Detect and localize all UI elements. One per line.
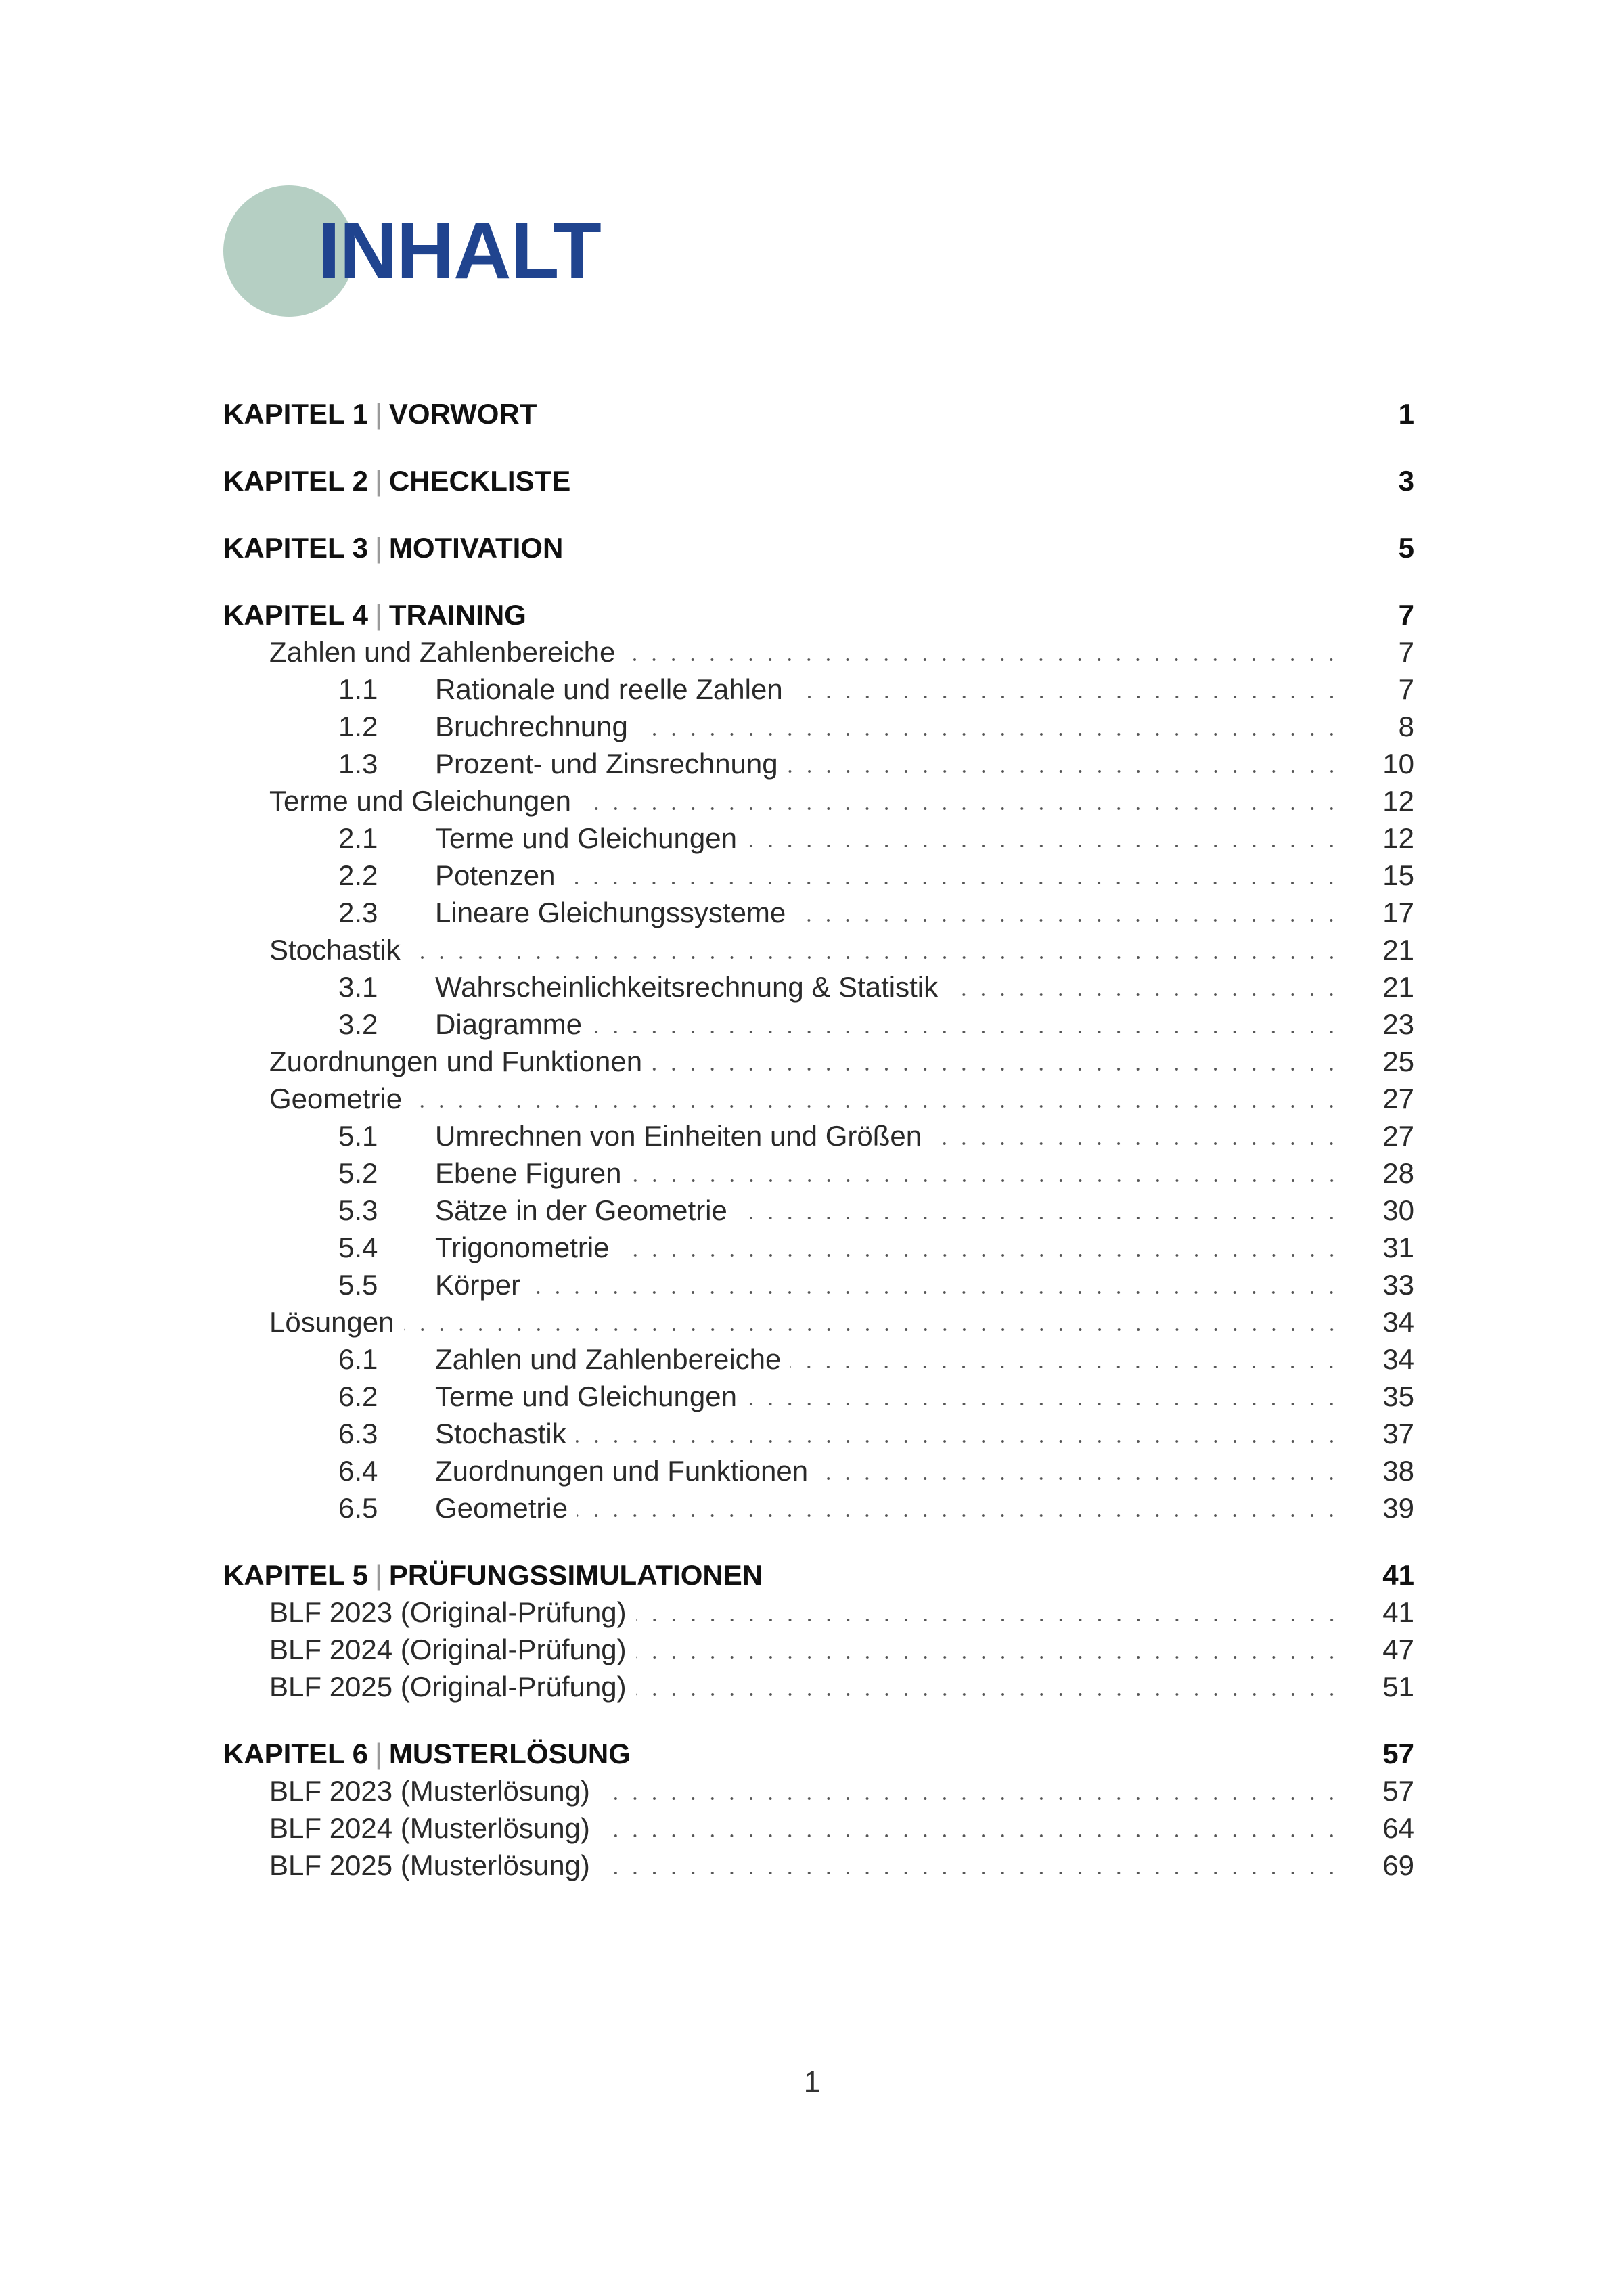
toc-entry[interactable] [223, 859, 1414, 897]
chapter-name: TRAINING [388, 599, 526, 631]
dot-leader [564, 881, 1341, 885]
toc-entry[interactable] [223, 711, 1414, 748]
toc-entry[interactable] [223, 1269, 1414, 1307]
entry-label: Trigonometrie [435, 1232, 610, 1263]
toc-chapter-3[interactable] [223, 532, 1414, 570]
chapter-page: 41 [1382, 1559, 1414, 1591]
entry-page: 27 [1382, 1083, 1414, 1115]
entry-number: 6.4 [338, 1455, 378, 1487]
chapter-name: PRÜFUNGSSIMULATIONEN [388, 1559, 763, 1591]
toc-entry[interactable] [223, 1775, 1414, 1813]
chapter-page: 5 [1398, 532, 1414, 564]
toc-entry[interactable] [223, 971, 1414, 1009]
chapter-page: 1 [1398, 398, 1414, 430]
chapter-separator: | [374, 1559, 382, 1591]
toc-entry[interactable] [223, 822, 1414, 860]
chapter-page: 3 [1398, 465, 1414, 497]
entry-label: Diagramme [435, 1008, 583, 1040]
entry-number: 6.2 [338, 1380, 378, 1412]
toc-entry[interactable] [223, 1045, 1414, 1083]
dot-leader [792, 695, 1341, 699]
entry-page: 51 [1382, 1671, 1414, 1703]
toc-entry[interactable] [223, 673, 1414, 711]
dot-leader [931, 1142, 1341, 1146]
toc-entry[interactable] [223, 1418, 1414, 1456]
entry-label: Lineare Gleichungssysteme [435, 897, 786, 928]
entry-label: Terme und Gleichungen [269, 785, 571, 817]
entry-label: BLF 2024 (Musterlösung) [269, 1812, 590, 1844]
entry-page: 12 [1382, 822, 1414, 854]
entry-number: 5.4 [338, 1232, 378, 1263]
chapter-label: KAPITEL 6 [223, 1738, 368, 1770]
entry-label: Terme und Gleichungen [435, 822, 737, 854]
entry-page: 8 [1398, 711, 1414, 742]
toc-entry[interactable] [223, 1083, 1414, 1121]
entry-label: BLF 2024 (Original-Prüfung) [269, 1634, 627, 1665]
toc-entry[interactable] [223, 1120, 1414, 1158]
entry-label: Bruchrechnung [435, 711, 628, 742]
entry-page: 7 [1398, 673, 1414, 705]
toc-entry[interactable] [223, 1194, 1414, 1232]
entry-label: Zahlen und Zahlenbereiche [269, 636, 616, 668]
entry-page: 15 [1382, 859, 1414, 891]
entry-number: 5.3 [338, 1194, 378, 1226]
dot-leader [581, 807, 1341, 811]
page-number: 1 [803, 2065, 821, 2098]
entry-number: 3.1 [338, 971, 378, 1003]
entry-label: Umrechnen von Einheiten und Größen [435, 1120, 922, 1152]
entry-page: 25 [1382, 1045, 1414, 1077]
chapter-name: CHECKLISTE [388, 465, 571, 497]
chapter-page: 7 [1398, 599, 1414, 631]
entry-number: 5.5 [338, 1269, 378, 1301]
entry-page: 17 [1382, 897, 1414, 928]
toc-entry[interactable] [223, 1343, 1414, 1381]
toc-entry[interactable] [223, 1596, 1414, 1634]
toc-entry[interactable] [223, 1634, 1414, 1671]
entry-number: 2.1 [338, 822, 378, 854]
toc-chapter-6[interactable] [223, 1738, 1414, 1776]
chapter-separator: | [374, 465, 382, 497]
page-title: INHALT [318, 206, 601, 296]
dot-leader [577, 1514, 1341, 1518]
dot-leader [788, 769, 1341, 773]
entry-page: 34 [1382, 1343, 1414, 1375]
entry-label: Zuordnungen und Funktionen [435, 1455, 809, 1487]
dot-leader [625, 658, 1341, 662]
chapter-name: MOTIVATION [388, 532, 564, 564]
toc-entry[interactable] [223, 1157, 1414, 1195]
dot-leader [530, 1290, 1341, 1295]
dot-leader [636, 1655, 1341, 1659]
dot-leader [637, 732, 1341, 736]
entry-number: 1.3 [338, 748, 378, 780]
chapter-label: KAPITEL 3 [223, 532, 368, 564]
entry-number: 6.1 [338, 1343, 378, 1375]
toc-chapter-5[interactable] [223, 1559, 1414, 1597]
toc-entry[interactable] [223, 1380, 1414, 1418]
dot-leader [790, 1365, 1341, 1369]
toc-entry[interactable] [223, 934, 1414, 972]
dot-leader [631, 1179, 1341, 1183]
entry-page: 31 [1382, 1232, 1414, 1263]
entry-label: Stochastik [269, 934, 401, 966]
entry-page: 12 [1382, 785, 1414, 817]
dot-leader [410, 955, 1341, 960]
dot-leader [817, 1477, 1341, 1481]
entry-label: Terme und Gleichungen [435, 1380, 737, 1412]
entry-number: 6.3 [338, 1418, 378, 1449]
entry-label: Sätze in der Geometrie [435, 1194, 727, 1226]
entry-page: 34 [1382, 1306, 1414, 1338]
entry-label: Geometrie [435, 1492, 568, 1524]
entry-page: 30 [1382, 1194, 1414, 1226]
toc-entry[interactable] [223, 636, 1414, 674]
entry-page: 37 [1382, 1418, 1414, 1449]
dot-leader [600, 1834, 1341, 1838]
entry-number: 2.3 [338, 897, 378, 928]
entry-label: Wahrscheinlichkeitsrechnung & Statistik [435, 971, 939, 1003]
dot-leader [619, 1253, 1341, 1257]
entry-label: Potenzen [435, 859, 556, 891]
toc-entry[interactable] [223, 785, 1414, 823]
dot-leader [404, 1328, 1341, 1332]
toc-entry[interactable] [223, 897, 1414, 935]
entry-label: Ebene Figuren [435, 1157, 622, 1189]
chapter-label: KAPITEL 5 [223, 1559, 368, 1591]
chapter-name: VORWORT [388, 398, 537, 430]
toc-chapter-1[interactable] [223, 398, 1414, 436]
entry-label: BLF 2025 (Musterlösung) [269, 1849, 590, 1881]
chapter-separator: | [374, 599, 382, 631]
entry-page: 57 [1382, 1775, 1414, 1807]
toc-entry[interactable] [223, 1455, 1414, 1493]
toc-entry[interactable] [223, 1232, 1414, 1269]
toc-chapter-2[interactable] [223, 465, 1414, 503]
entry-label: Rationale und reelle Zahlen [435, 673, 783, 705]
dot-leader [746, 1402, 1341, 1406]
page-heading [223, 184, 629, 319]
chapter-page: 57 [1382, 1738, 1414, 1770]
entry-number: 5.1 [338, 1120, 378, 1152]
toc-entry[interactable] [223, 748, 1414, 786]
dot-leader [576, 1439, 1341, 1443]
entry-page: 21 [1382, 934, 1414, 966]
entry-label: Zahlen und Zahlenbereiche [435, 1343, 782, 1375]
chapter-label: KAPITEL 4 [223, 599, 368, 631]
entry-page: 69 [1382, 1849, 1414, 1881]
entry-page: 39 [1382, 1492, 1414, 1524]
entry-page: 27 [1382, 1120, 1414, 1152]
entry-label: Geometrie [269, 1083, 403, 1115]
entry-label: Zuordnungen und Funktionen [269, 1045, 643, 1077]
entry-page: 33 [1382, 1269, 1414, 1301]
dot-leader [636, 1692, 1341, 1696]
entry-number: 6.5 [338, 1492, 378, 1524]
toc-entry[interactable] [223, 1812, 1414, 1850]
entry-number: 1.2 [338, 711, 378, 742]
dot-leader [636, 1618, 1341, 1622]
entry-number: 1.1 [338, 673, 378, 705]
entry-label: Körper [435, 1269, 521, 1301]
dot-leader [947, 993, 1341, 997]
chapter-separator: | [374, 1738, 382, 1770]
dot-leader [600, 1871, 1341, 1875]
entry-label: BLF 2023 (Musterlösung) [269, 1775, 590, 1807]
toc-chapter-4[interactable] [223, 599, 1414, 637]
entry-number: 3.2 [338, 1008, 378, 1040]
entry-label: Stochastik [435, 1418, 566, 1449]
entry-number: 2.2 [338, 859, 378, 891]
entry-page: 47 [1382, 1634, 1414, 1665]
dot-leader [746, 844, 1341, 848]
entry-page: 7 [1398, 636, 1414, 668]
entry-page: 35 [1382, 1380, 1414, 1412]
entry-page: 10 [1382, 748, 1414, 780]
toc-entry[interactable] [223, 1306, 1414, 1344]
entry-label: BLF 2023 (Original-Prüfung) [269, 1596, 627, 1628]
entry-page: 41 [1382, 1596, 1414, 1628]
dot-leader [737, 1216, 1341, 1220]
dot-leader [652, 1067, 1341, 1071]
dot-leader [591, 1030, 1341, 1034]
entry-page: 21 [1382, 971, 1414, 1003]
dot-leader [411, 1104, 1341, 1108]
entry-label: Prozent- und Zinsrechnung [435, 748, 778, 780]
dot-leader [795, 918, 1341, 922]
chapter-separator: | [374, 398, 382, 430]
entry-label: BLF 2025 (Original-Prüfung) [269, 1671, 627, 1703]
entry-number: 5.2 [338, 1157, 378, 1189]
entry-label: Lösungen [269, 1306, 394, 1338]
chapter-label: KAPITEL 1 [223, 398, 368, 430]
entry-page: 38 [1382, 1455, 1414, 1487]
entry-page: 23 [1382, 1008, 1414, 1040]
entry-page: 28 [1382, 1157, 1414, 1189]
toc-entry[interactable] [223, 1671, 1414, 1709]
chapter-label: KAPITEL 2 [223, 465, 368, 497]
dot-leader [600, 1797, 1341, 1801]
chapter-separator: | [374, 532, 382, 564]
toc-entry[interactable] [223, 1492, 1414, 1530]
entry-page: 64 [1382, 1812, 1414, 1844]
toc-entry[interactable] [223, 1008, 1414, 1046]
toc-entry[interactable] [223, 1849, 1414, 1887]
chapter-name: MUSTERLÖSUNG [388, 1738, 631, 1770]
